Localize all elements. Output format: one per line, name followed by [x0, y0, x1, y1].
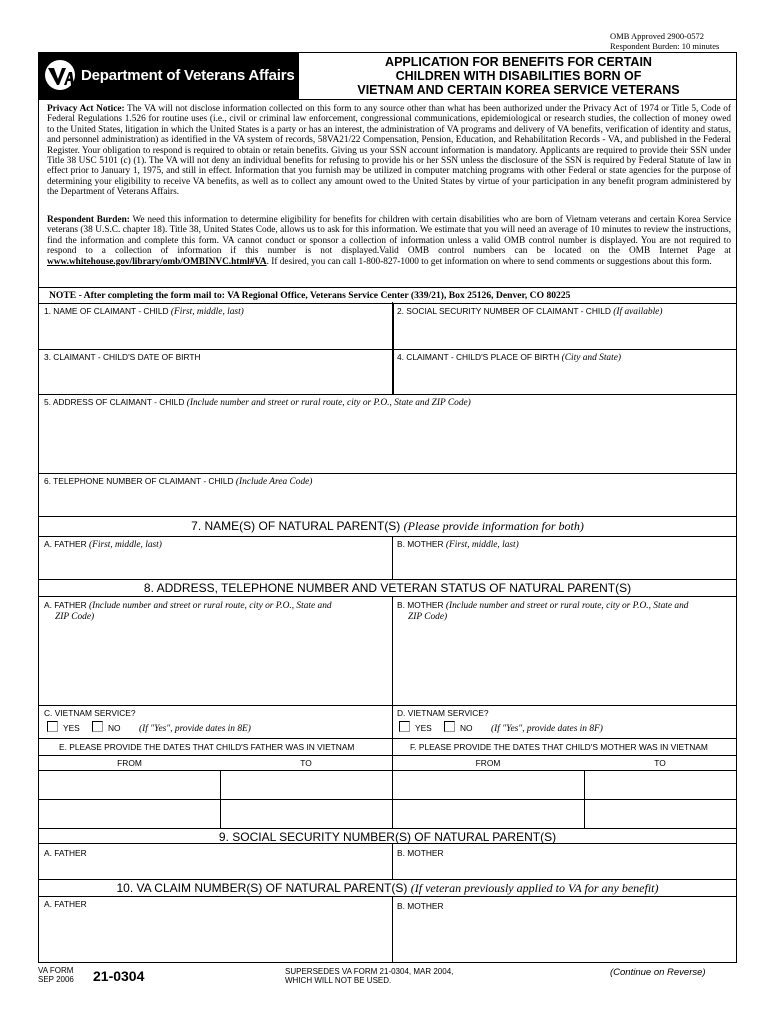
claimant-address-field[interactable] — [41, 409, 734, 471]
form-title-line-3: VIETNAM AND CERTAIN KOREA SERVICE VETERANS — [357, 83, 680, 97]
mother-yes-label: YES — [415, 723, 432, 733]
supersedes-line-1: SUPERSEDES VA FORM 21-0304, MAR 2004, — [285, 967, 454, 976]
agency-banner — [39, 53, 299, 99]
mailing-note-text: NOTE - After completing the form mail to: VA Regional Office, Veterans Service Center (339/21), Box 25126, Denver, CO 80225 — [49, 290, 571, 301]
father-vietnam-yes-checkbox[interactable] — [47, 721, 58, 732]
father-from-date-2[interactable] — [41, 801, 218, 827]
supersedes-note — [285, 967, 453, 985]
section-9-title: 9. SOCIAL SECURITY NUMBER(S) OF NATURAL PARENT(S) — [218, 830, 557, 844]
father-address-label: A. FATHER (Include number and street or rural route, city or P.O., State and — [44, 600, 332, 611]
claimant-dob-label: 3. CLAIMANT - CHILD'S DATE OF BIRTH — [44, 352, 201, 362]
mother-to-header: TO — [654, 758, 666, 768]
claimant-ssn-label: 2. SOCIAL SECURITY NUMBER OF CLAIMANT - CHILD (If available) — [397, 306, 663, 317]
va-logo-icon — [43, 59, 77, 91]
claimant-address-label: 5. ADDRESS OF CLAIMANT - CHILD (Include number and street or rural route, city or P.O., State and ZIP Code) — [44, 397, 471, 408]
parent-mother-name-label: B. MOTHER (First, middle, last) — [397, 539, 519, 550]
father-address-label-cont: ZIP Code) — [55, 612, 95, 622]
father-vietnam-service-label: C. VIETNAM SERVICE? — [44, 708, 136, 718]
burden-text-end: . If desired, you can call 1-800-827-1000 to get information on where to send comments or suggestions about this form. — [266, 256, 712, 267]
omb-url-link[interactable]: www.whitehouse.gov/library/omb/OMBINVC.html#VA — [47, 256, 267, 267]
privacy-act-notice — [47, 104, 731, 198]
mother-vietnam-service-label: D. VIETNAM SERVICE? — [397, 708, 489, 718]
father-vietnam-no-checkbox[interactable] — [92, 721, 103, 732]
claimant-phone-label: 6. TELEPHONE NUMBER OF CLAIMANT - CHILD (Include Area Code) — [44, 476, 313, 487]
form-title — [301, 55, 736, 97]
omb-number: OMB Approved 2900-0572 — [610, 31, 704, 41]
form-title-line-1: APPLICATION FOR BENEFITS FOR CERTAIN — [385, 55, 652, 69]
claimant-phone-field[interactable] — [41, 487, 734, 515]
father-vietnam-dates-label: E. PLEASE PROVIDE THE DATES THAT CHILD'S FATHER WAS IN VIETNAM — [59, 742, 355, 752]
mother-address-label: B. MOTHER (Include number and street or rural route, city or P.O., State and — [397, 600, 689, 611]
father-to-header: TO — [300, 758, 312, 768]
claimant-birthplace-label: 4. CLAIMANT - CHILD'S PLACE OF BIRTH (City and State) — [397, 352, 622, 363]
father-from-date-1[interactable] — [41, 772, 218, 798]
father-no-label: NO — [108, 723, 121, 733]
section-7-title: 7. NAME(S) OF NATURAL PARENT(S) (Please provide information for both) — [191, 519, 584, 533]
parent-mother-name-field[interactable] — [395, 550, 734, 578]
section-10-title: 10. VA CLAIM NUMBER(S) OF NATURAL PARENT(S) (If veteran previously applied to VA for any benefit) — [116, 881, 659, 895]
mother-yes-note: (If "Yes", provide dates in 8F) — [491, 724, 603, 734]
mother-from-date-2[interactable] — [394, 801, 582, 827]
form-date: SEP 2006 — [38, 975, 74, 984]
father-ssn-field[interactable] — [41, 859, 389, 878]
form-body — [38, 52, 737, 963]
claimant-dob-field[interactable] — [41, 363, 389, 393]
father-from-header: FROM — [117, 758, 142, 768]
mother-vietnam-no-checkbox[interactable] — [444, 721, 455, 732]
respondent-burden — [47, 215, 731, 267]
father-ssn-label: A. FATHER — [44, 848, 87, 858]
father-address-field[interactable] — [41, 623, 389, 703]
parent-father-name-label: A. FATHER (First, middle, last) — [44, 539, 162, 550]
mother-address-field[interactable] — [395, 623, 734, 703]
burden-label: Respondent Burden: — [47, 215, 130, 225]
claimant-birthplace-field[interactable] — [395, 363, 734, 393]
form-number: 21-0304 — [93, 968, 145, 984]
father-to-date-2[interactable] — [222, 801, 390, 827]
mother-from-date-1[interactable] — [394, 772, 582, 798]
omb-approval — [610, 31, 760, 51]
mother-from-header: FROM — [475, 758, 501, 768]
mother-claim-number-label: B. MOTHER — [397, 901, 444, 911]
father-to-date-1[interactable] — [222, 772, 390, 798]
mother-ssn-field[interactable] — [395, 859, 734, 878]
mailing-note — [39, 287, 736, 304]
respondent-burden-time: Respondent Burden: 10 minutes — [610, 41, 720, 51]
mother-ssn-label: B. MOTHER — [397, 848, 444, 858]
privacy-label: Privacy Act Notice: — [47, 104, 125, 114]
burden-text: We need this information to determine eligibility for benefits for children with certain disabilities who are born of Vietnam veterans and certain Korea Service veterans (38 U.S.C. chapter 18). Title 38, United States Code, allows us to ask for this information. We estimate that you will need an average of 10 minutes to review the instructions, find the information and complete this form. VA cannot conduct or sponsor a collection of information unless a valid OMB control number is displayed. You are not required to respond to a collection of information if this number is not displayed.Valid OMB control numbers can be located on the OMB Internet Page at — [47, 215, 731, 257]
father-yes-note: (If "Yes", provide dates in 8E) — [139, 724, 251, 734]
form-header — [39, 53, 736, 100]
form-title-line-2: CHILDREN WITH DISABILITIES BORN OF — [395, 69, 642, 83]
claimant-name-label: 1. NAME OF CLAIMANT - CHILD (First, middle, last) — [44, 306, 244, 317]
mother-to-date-2[interactable] — [586, 801, 734, 827]
continue-on-reverse: (Continue on Reverse) — [610, 967, 706, 978]
father-yes-label: YES — [63, 723, 80, 733]
privacy-text: The VA will not disclose information collected on this form to any source other than what has been authorized under the Privacy Act of 1974 or Title 5, Code of Federal Regulations 1.526 for routine uses (i.e., civil or criminal law enforcement, congressional communications, epidemiological or research studies, the collection of money owed to the United States, litigation in which the United States is a party or has an interest, the administration of VA programs and delivery of VA benefits, verification of identity and status, and personnel administration) as identified in the VA system of records, 58VA21/22 Compensation, Pension, Education, and Rehabilitation Records - VA, and published in the Federal Register. Your obligation to respond is required to obtain or retain benefits. Giving us your SSN account information is mandatory. Applicants are required to provide their SSN under Title 38 USC 5101 (c) (1). The VA will not deny an individual benefits for refusing to provide his or her SSN unless the disclosure of the SSN is required by Federal Statute of law in effect prior to January 1, 1975, and still in effect. Information that you furnish may be utilized in computer matching programs with other Federal or state agencies for the purpose of determining your eligibility to receive VA benefits, as well as to collect any amount owed to the United States by virtue of your participation in any benefit program administered by the Department of Veterans Affairs. — [47, 104, 731, 198]
mother-no-label: NO — [460, 723, 473, 733]
mother-to-date-1[interactable] — [586, 772, 734, 798]
supersedes-line-2: WHICH WILL NOT BE USED. — [285, 976, 392, 985]
form-label — [38, 966, 74, 984]
agency-name: Department of Veterans Affairs — [81, 67, 295, 84]
claimant-name-field[interactable] — [41, 317, 389, 347]
mother-vietnam-yes-checkbox[interactable] — [399, 721, 410, 732]
father-claim-number-label: A. FATHER — [44, 899, 87, 909]
parent-father-name-field[interactable] — [41, 550, 389, 578]
father-claim-number-field[interactable] — [41, 911, 389, 961]
form-label-va: VA FORM — [38, 966, 74, 975]
claimant-ssn-field[interactable] — [395, 317, 734, 347]
section-8-title: 8. ADDRESS, TELEPHONE NUMBER AND VETERAN STATUS OF NATURAL PARENT(S) — [143, 581, 632, 595]
mother-address-label-cont: ZIP Code) — [408, 612, 448, 622]
mother-vietnam-dates-label: F. PLEASE PROVIDE THE DATES THAT CHILD'S MOTHER WAS IN VIETNAM — [410, 742, 708, 752]
mother-claim-number-field[interactable] — [395, 911, 734, 961]
